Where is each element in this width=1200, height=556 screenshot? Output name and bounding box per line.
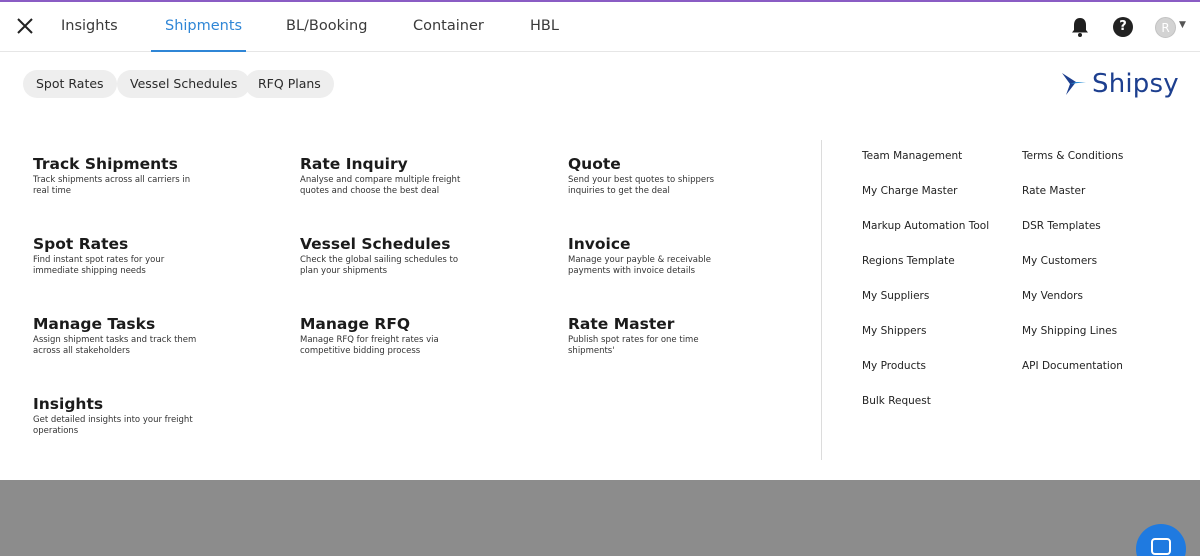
card-track-shipments[interactable] (33, 155, 253, 196)
link-terms-conditions[interactable]: Terms & Conditions (1022, 150, 1124, 162)
chip-spot-rates[interactable]: Spot Rates (23, 70, 117, 98)
active-tab-indicator (151, 50, 246, 52)
close-icon[interactable] (14, 15, 36, 37)
card-rate-inquiry[interactable] (300, 155, 520, 196)
avatar[interactable]: R (1155, 17, 1176, 38)
card-title: Rate Inquiry (300, 155, 408, 173)
shipsy-logo-mark-icon (1060, 69, 1090, 99)
tab-hbl[interactable]: HBL (530, 18, 559, 34)
tab-container[interactable]: Container (413, 18, 484, 34)
card-title: Track Shipments (33, 155, 178, 173)
card-invoice[interactable] (568, 235, 788, 276)
link-my-customers[interactable]: My Customers (1022, 255, 1098, 267)
link-rate-master[interactable]: Rate Master (1022, 185, 1086, 197)
shipsy-logo (1060, 66, 1179, 102)
link-my-vendors[interactable]: My Vendors (1022, 290, 1083, 302)
card-description: Find instant spot rates for your immediate shipping needs (33, 255, 165, 276)
card-title: Manage RFQ (300, 315, 411, 333)
card-description: Manage your payble & receivable payments with invoice details (568, 255, 711, 276)
card-manage-rfq[interactable] (300, 315, 520, 356)
section-divider (821, 140, 822, 460)
link-dsr-templates[interactable]: DSR Templates (1022, 220, 1101, 232)
help-icon[interactable]: ? (1113, 17, 1133, 37)
bell-icon[interactable] (1070, 16, 1090, 38)
chevron-down-icon[interactable]: ▼ (1179, 20, 1186, 30)
tab-shipments[interactable]: Shipments (165, 18, 243, 34)
card-description: Analyse and compare multiple freight quotes and choose the best deal (300, 175, 461, 196)
card-description: Publish spot rates for one time shipments' (568, 335, 699, 356)
card-description: Assign shipment tasks and track them across all stakeholders (33, 335, 197, 356)
top-nav-bar (0, 0, 1200, 52)
card-description: Send your best quotes to shippers inquiries to get the deal (568, 175, 715, 196)
link-my-charge-master[interactable]: My Charge Master (862, 185, 958, 197)
link-my-suppliers[interactable]: My Suppliers (862, 290, 930, 302)
card-description: Check the global sailing schedules to plan your shipments (300, 255, 459, 276)
link-api-documentation[interactable]: API Documentation (1022, 360, 1123, 372)
link-bulk-request[interactable]: Bulk Request (862, 395, 931, 407)
link-team-management[interactable]: Team Management (862, 150, 963, 162)
link-markup-automation-tool[interactable]: Markup Automation Tool (862, 220, 990, 232)
card-title: Invoice (568, 235, 631, 253)
card-description: Track shipments across all carriers in real time (33, 175, 191, 196)
card-title: Rate Master (568, 315, 675, 333)
card-title: Quote (568, 155, 621, 173)
brand-name: Shipsy (1092, 69, 1179, 99)
chip-vessel-schedules[interactable]: Vessel Schedules (117, 70, 250, 98)
tab-insights[interactable]: Insights (61, 18, 118, 34)
link-my-shipping-lines[interactable]: My Shipping Lines (1022, 325, 1118, 337)
card-manage-tasks[interactable] (33, 315, 253, 356)
card-vessel-schedules[interactable] (300, 235, 520, 276)
card-title: Manage Tasks (33, 315, 156, 333)
link-my-shippers[interactable]: My Shippers (862, 325, 927, 337)
chip-rfq-plans[interactable]: RFQ Plans (245, 70, 334, 98)
link-my-products[interactable]: My Products (862, 360, 926, 372)
card-description: Get detailed insights into your freight operations (33, 415, 193, 436)
card-quote[interactable] (568, 155, 788, 196)
card-description: Manage RFQ for freight rates via competitive bidding process (300, 335, 439, 356)
chat-icon (1151, 538, 1171, 555)
card-title: Vessel Schedules (300, 235, 451, 253)
card-title: Insights (33, 395, 104, 413)
card-rate-master[interactable] (568, 315, 788, 356)
tab-bl-booking[interactable]: BL/Booking (286, 18, 368, 34)
card-insights[interactable] (33, 395, 253, 436)
overlay-backdrop[interactable] (0, 480, 1200, 556)
card-title: Spot Rates (33, 235, 129, 253)
card-spot-rates[interactable] (33, 235, 253, 276)
link-regions-template[interactable]: Regions Template (862, 255, 955, 267)
